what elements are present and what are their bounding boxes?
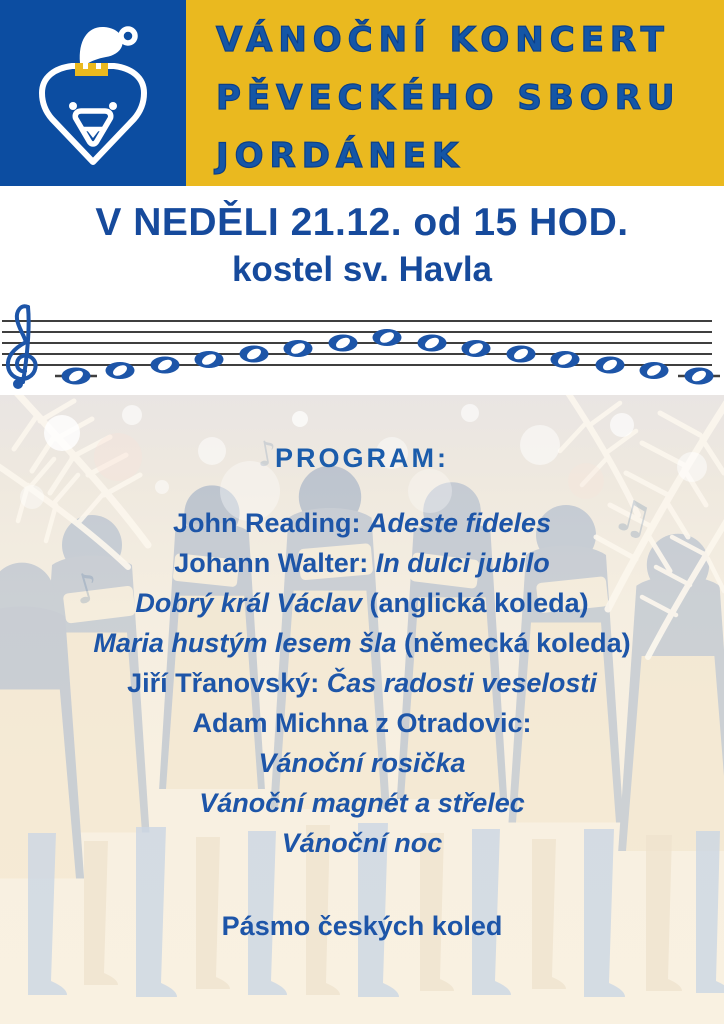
music-staff-svg xyxy=(0,300,724,395)
poster-title-line-1: VÁNOČNÍ KONCERT xyxy=(216,20,670,60)
poster-title-line-3: JORDÁNEK xyxy=(216,136,465,176)
event-venue: kostel sv. Havla xyxy=(231,250,493,289)
program-finale-line: Pásmo českých koled xyxy=(221,911,503,941)
program-list xyxy=(0,503,724,863)
event-block xyxy=(0,199,724,292)
program-section xyxy=(0,395,724,1024)
bear-logo-icon xyxy=(28,13,158,173)
music-staff xyxy=(0,300,724,395)
program-line: Jiří Třanovský: Čas radosti veselosti xyxy=(127,668,597,698)
logo-box xyxy=(0,0,186,186)
program-line: Adam Michna z Otradovic: xyxy=(192,708,532,738)
treble-clef-icon xyxy=(8,306,36,389)
program-line: Johann Walter: In dulci jubilo xyxy=(174,548,550,578)
program-line: Dobrý král Václav (anglická koleda) xyxy=(135,588,589,618)
program-line: Vánoční rosička xyxy=(258,748,466,778)
header-band xyxy=(0,0,724,186)
program-line: Vánoční noc xyxy=(281,828,443,858)
program-line: Vánoční magnét a střelec xyxy=(199,788,525,818)
poster-title-line-2: PĚVECKÉHO SBORU xyxy=(216,78,681,118)
program-heading: PROGRAM: xyxy=(275,443,449,473)
svg-text:♫: ♫ xyxy=(607,488,658,548)
svg-text:♪: ♪ xyxy=(252,432,281,476)
program-line: John Reading: Adeste fideles xyxy=(172,508,552,538)
svg-text:♪: ♪ xyxy=(68,563,106,615)
program-line: Maria hustým lesem šla (německá koleda) xyxy=(93,628,631,658)
whole-notes xyxy=(55,329,720,385)
event-date: V NEDĚLI 21.12. od 15 HOD. xyxy=(95,201,629,244)
title-box xyxy=(186,0,724,186)
